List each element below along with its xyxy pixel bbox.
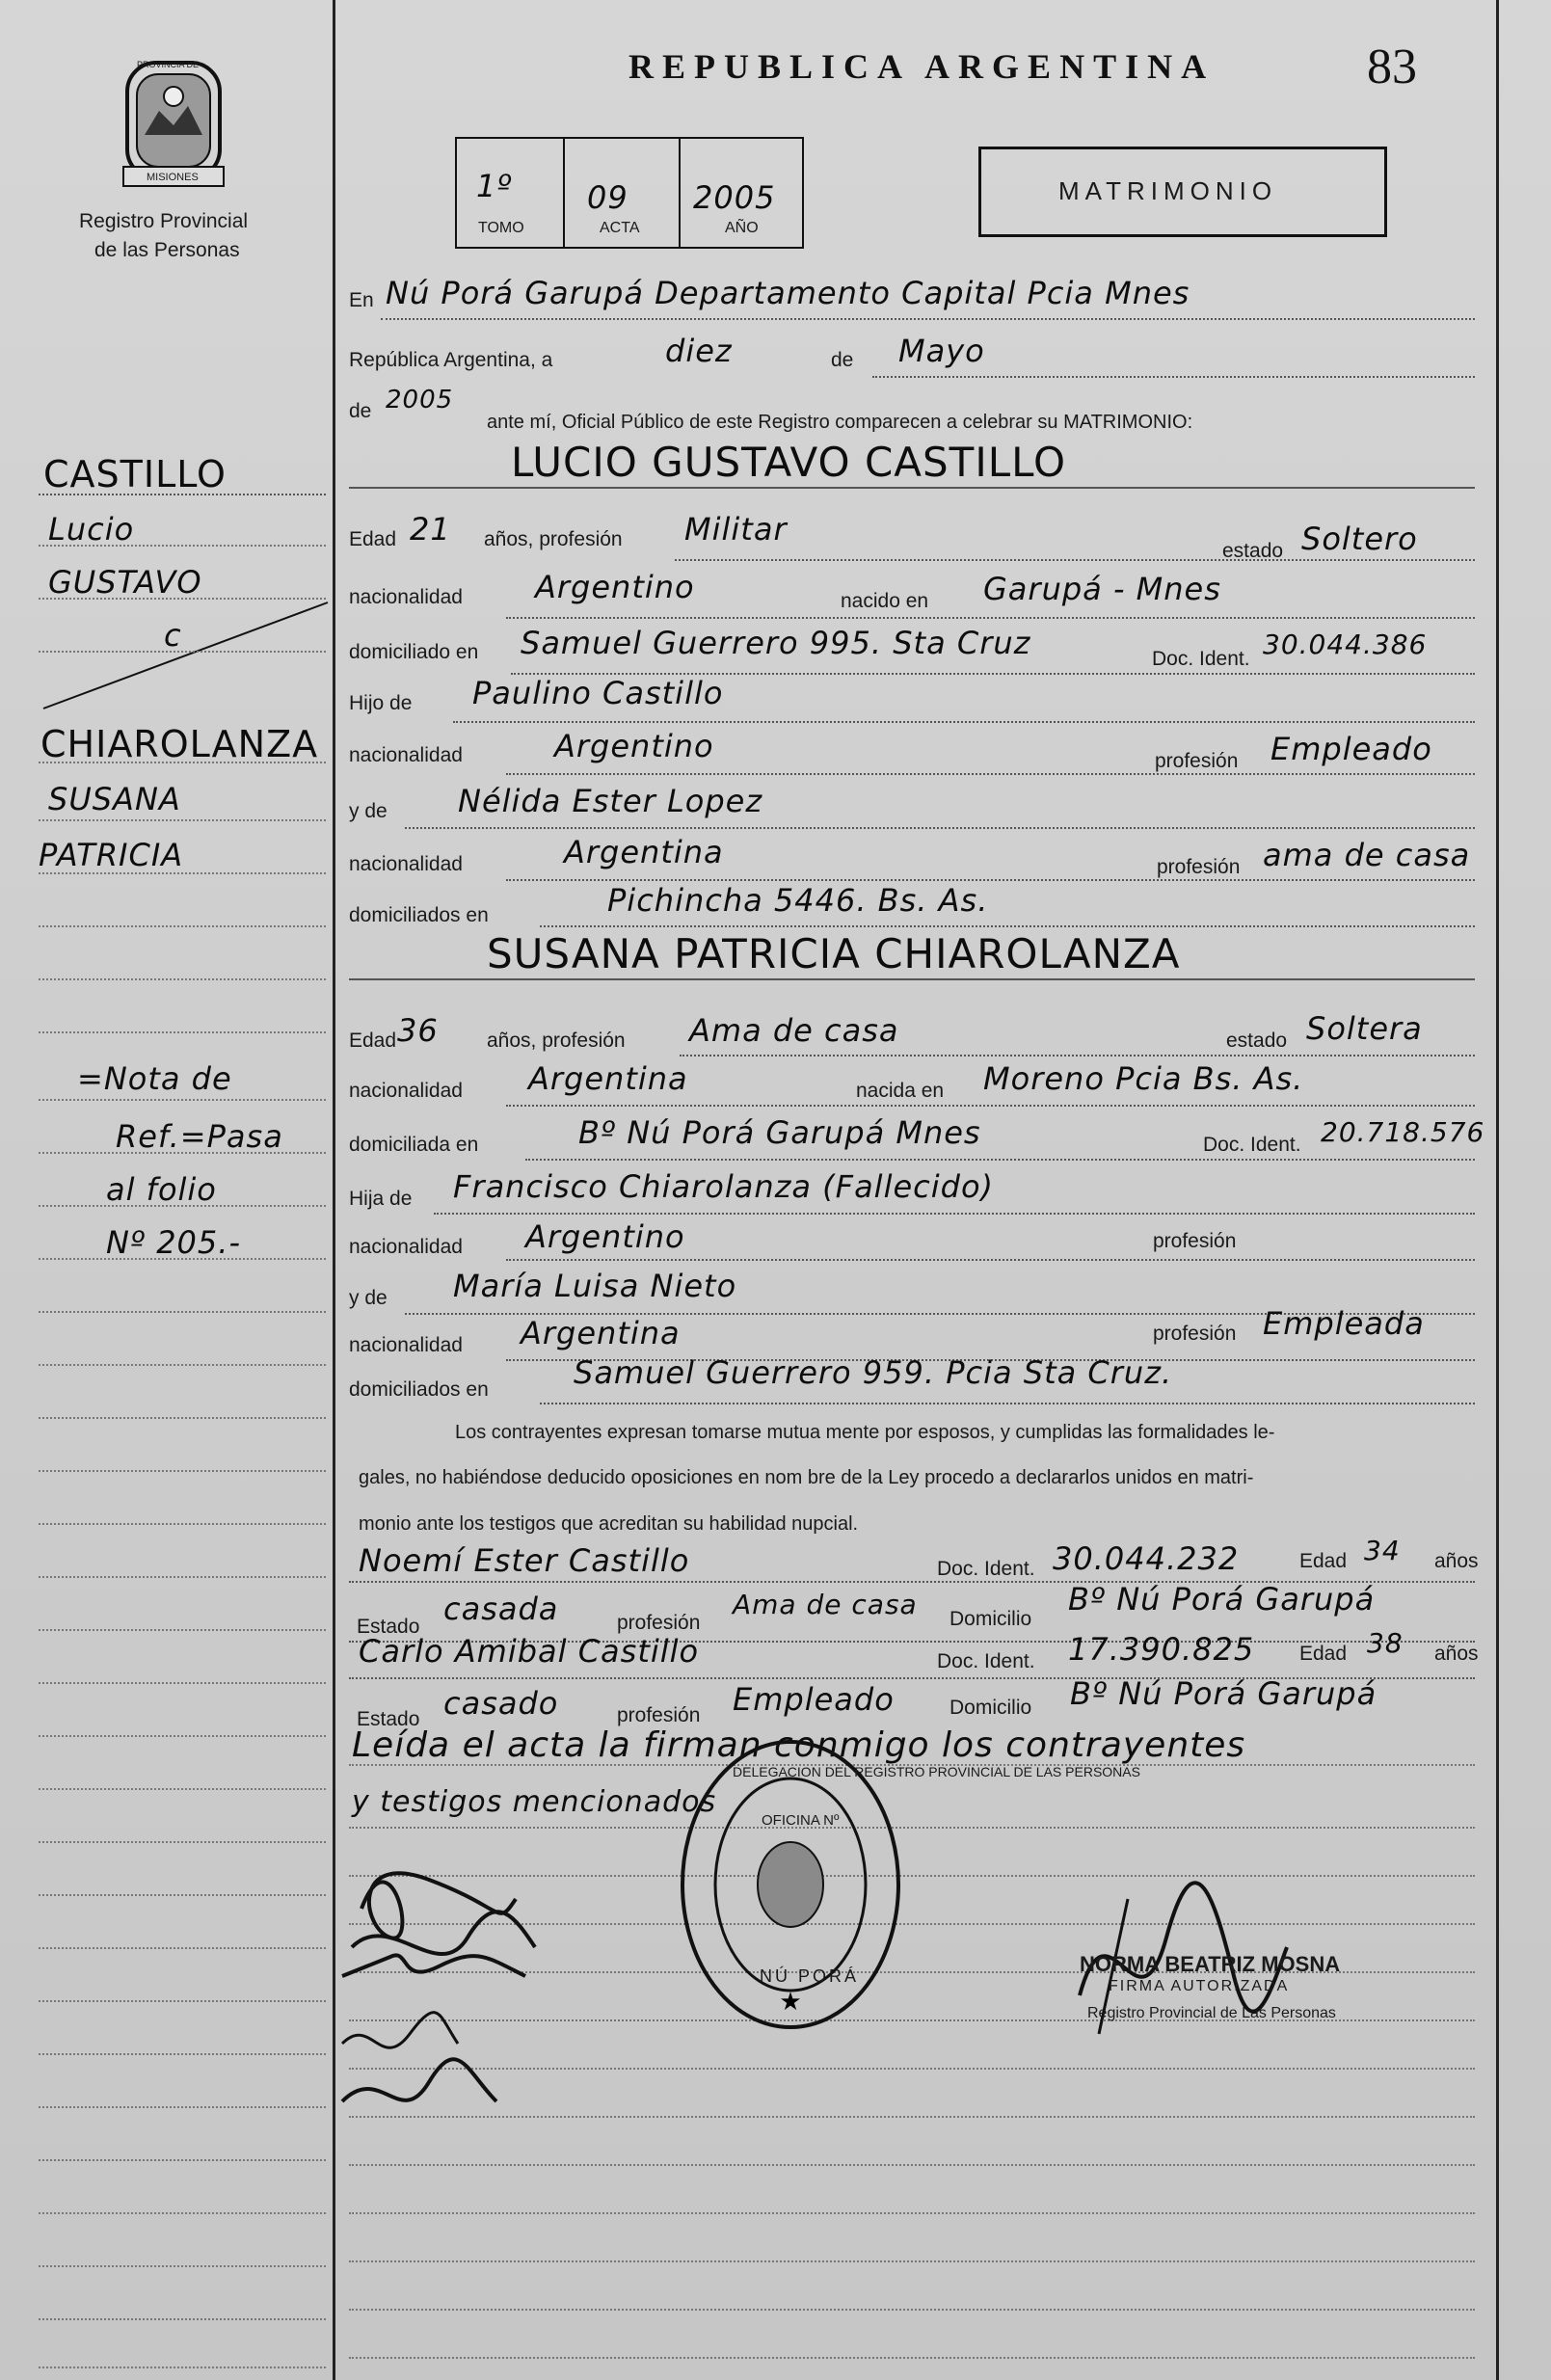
- witness2-address: Bº Nú Porá Garupá: [1070, 1675, 1377, 1712]
- groom-mother-prof-label: profesión: [1157, 856, 1241, 878]
- bride-mother: María Luisa Nieto: [453, 1268, 737, 1304]
- margin-note4: Nº 205.-: [106, 1224, 241, 1261]
- groom-yde-label: y de: [349, 800, 388, 822]
- witness1-profession: Ama de casa: [733, 1589, 918, 1620]
- groom-birthplace: Garupá - Mnes: [983, 571, 1221, 607]
- bride-edad-label: Edad: [349, 1030, 397, 1052]
- bride-nationality: Argentina: [528, 1060, 688, 1097]
- year-value: 2005: [386, 386, 454, 414]
- bride-dom-label: domiciliada en: [349, 1134, 479, 1156]
- groom-anios-label: años, profesión: [484, 528, 623, 550]
- bride-father-nac-label: nacionalidad: [349, 1236, 463, 1258]
- seal-bottom-text: MISIONES: [147, 172, 199, 183]
- margin-bride-name2: PATRICIA: [39, 837, 184, 873]
- bride-father: Francisco Chiarolanza (Fallecido): [453, 1168, 994, 1205]
- margin-groom-name2: GUSTAVO: [48, 564, 202, 601]
- witness2-estado: casado: [443, 1685, 559, 1722]
- bride-father-nationality: Argentino: [525, 1218, 685, 1255]
- groom-hijo-label: Hijo de: [349, 692, 413, 714]
- witness1-prof-label: profesión: [617, 1612, 701, 1634]
- month-value: Mayo: [898, 333, 985, 369]
- bride-address: Bº Nú Porá Garupá Mnes: [578, 1114, 981, 1151]
- acta-label: ACTA: [600, 220, 640, 236]
- intro-text: ante mí, Oficial Público de este Registro comparecen a celebrar su MATRIMONIO:: [487, 412, 1193, 433]
- groom-parents-address: Pichincha 5446. Bs. As.: [607, 882, 989, 919]
- bride-anios-label: años, profesión: [487, 1030, 626, 1052]
- declaration-line1: Los contrayentes expresan tomarse mutua mente por esposos, y cumplidas las formalidades le-: [455, 1422, 1275, 1443]
- stamp-inner-top: OFICINA Nº: [762, 1812, 840, 1829]
- stamp-ring-text: DELEGACION DEL REGISTRO PROVINCIAL DE LAS PERSONAS: [733, 1764, 1140, 1779]
- right-border: [1496, 0, 1499, 2380]
- bride-nac-label: nacionalidad: [349, 1080, 463, 1102]
- margin-groom-name1: Lucio: [48, 511, 135, 548]
- bride-parents-dom-label: domiciliados en: [349, 1378, 489, 1401]
- groom-father-nac-label: nacionalidad: [349, 744, 463, 766]
- groom-estado: Soltero: [1301, 521, 1418, 557]
- witness2-age: 38: [1367, 1627, 1404, 1659]
- acta-value: 09: [587, 179, 628, 216]
- groom-estado-label: estado: [1222, 540, 1284, 562]
- bride-mother-profession: Empleada: [1263, 1305, 1425, 1342]
- witness1-age: 34: [1364, 1535, 1401, 1566]
- anio-label: AÑO: [725, 220, 759, 236]
- official-office: Registro Provincial de Las Personas: [1087, 2005, 1336, 2021]
- witness2-profession: Empleado: [733, 1681, 895, 1718]
- witness2-edad-label: Edad: [1299, 1643, 1348, 1665]
- groom-mother-profession: ama de casa: [1263, 837, 1471, 873]
- witness1-doc: 30.044.232: [1053, 1540, 1240, 1577]
- witness1-name: Noemí Ester Castillo: [359, 1542, 690, 1579]
- groom-mother: Nélida Ester Lopez: [458, 783, 763, 819]
- witness2-dom-label: Domicilio: [949, 1697, 1032, 1719]
- groom-nac-label: nacionalidad: [349, 586, 463, 608]
- bride-profession: Ama de casa: [689, 1012, 899, 1049]
- official-name: NORMA BEATRIZ MOSNA: [1080, 1952, 1341, 1976]
- groom-nacido-label: nacido en: [841, 590, 929, 612]
- bride-mother-nationality: Argentina: [521, 1315, 681, 1351]
- margin-note2: Ref.=Pasa: [116, 1118, 283, 1155]
- groom-doc: 30.044.386: [1263, 628, 1428, 660]
- act-type-box: [978, 147, 1387, 237]
- witness1-anios-label: años: [1434, 1550, 1479, 1572]
- groom-address: Samuel Guerrero 995. Sta Cruz: [521, 625, 1031, 661]
- declaration-line3: monio ante los testigos que acreditan su habilidad nupcial.: [359, 1513, 859, 1535]
- bride-mother-nac-label: nacionalidad: [349, 1334, 463, 1356]
- witness1-estado: casada: [443, 1591, 559, 1627]
- groom-parents-dom-label: domiciliados en: [349, 904, 489, 926]
- bride-father-prof-label: profesión: [1153, 1230, 1237, 1252]
- bride-parents-address: Samuel Guerrero 959. Pcia Sta Cruz.: [574, 1354, 1173, 1391]
- groom-edad-label: Edad: [349, 528, 397, 550]
- rep-label: República Argentina, a: [349, 349, 553, 371]
- seal-top-text: PROVINCIA DE: [137, 60, 200, 69]
- svg-text:★: ★: [779, 1987, 802, 2016]
- bride-mother-prof-label: profesión: [1153, 1323, 1237, 1345]
- page-number: 83: [1367, 40, 1417, 94]
- margin-note3: al folio: [106, 1171, 217, 1208]
- margin-groom-surname: CASTILLO: [43, 453, 227, 495]
- registry-line2: de las Personas: [94, 239, 240, 261]
- witness2-prof-label: profesión: [617, 1704, 701, 1726]
- bride-estado: Soltera: [1306, 1010, 1423, 1047]
- margin-bride-surname: CHIAROLANZA: [40, 723, 319, 765]
- bride-doc-label: Doc. Ident.: [1203, 1134, 1301, 1156]
- witness2-name: Carlo Amibal Castillo: [359, 1633, 700, 1670]
- witness1-estado-label: Estado: [357, 1616, 420, 1638]
- groom-father: Paulino Castillo: [472, 675, 724, 711]
- record-table: [455, 137, 804, 249]
- witness2-doc: 17.390.825: [1068, 1631, 1255, 1668]
- day-value: diez: [665, 333, 733, 369]
- margin-conj: c: [164, 617, 182, 654]
- groom-nationality: Argentino: [535, 569, 695, 605]
- groom-father-nationality: Argentino: [554, 728, 714, 764]
- declaration-line2: gales, no habiéndose deducido oposiciones en nom bre de la Ley procedo a declararlos unidos en matri-: [359, 1467, 1254, 1488]
- groom-doc-label: Doc. Ident.: [1152, 648, 1250, 670]
- witness2-estado-label: Estado: [357, 1708, 420, 1730]
- groom-mother-nationality: Argentina: [564, 834, 724, 870]
- bride-age: 36: [397, 1012, 439, 1049]
- witness1-edad-label: Edad: [1299, 1550, 1348, 1572]
- groom-profession: Militar: [684, 511, 788, 548]
- registry-line1: Registro Provincial: [79, 210, 249, 232]
- stamp-bottom: NÚ PORÁ: [760, 1966, 860, 1986]
- act-type: MATRIMONIO: [1058, 176, 1278, 205]
- year-prefix: de: [349, 400, 372, 422]
- bride-full-name: SUSANA PATRICIA CHIAROLANZA: [487, 930, 1181, 977]
- bride-yde-label: y de: [349, 1287, 388, 1309]
- witness1-dom-label: Domicilio: [949, 1608, 1032, 1630]
- groom-father-prof-label: profesión: [1155, 750, 1239, 772]
- margin-bride-name1: SUSANA: [48, 781, 181, 817]
- bride-hija-label: Hija de: [349, 1188, 413, 1210]
- tomo-label: TOMO: [478, 220, 524, 236]
- groom-age: 21: [410, 511, 451, 548]
- en-label: En: [349, 289, 374, 311]
- bride-birthplace: Moreno Pcia Bs. As.: [983, 1060, 1304, 1097]
- groom-dom-label: domiciliado en: [349, 641, 479, 663]
- anio-value: 2005: [693, 179, 776, 216]
- witness1-address: Bº Nú Porá Garupá: [1068, 1581, 1376, 1618]
- closing-line2: y testigos mencionados: [352, 1785, 717, 1819]
- groom-mother-nac-label: nacionalidad: [349, 853, 463, 875]
- groom-father-profession: Empleado: [1270, 731, 1432, 767]
- margin-note1: =Nota de: [77, 1060, 232, 1097]
- witness2-doc-label: Doc. Ident.: [937, 1650, 1035, 1672]
- country-heading: REPUBLICA ARGENTINA: [628, 47, 1216, 86]
- margin-strike: [39, 598, 333, 713]
- bride-nacida-label: nacida en: [856, 1080, 945, 1102]
- bride-estado-label: estado: [1226, 1030, 1288, 1052]
- groom-full-name: LUCIO GUSTAVO CASTILLO: [511, 439, 1067, 486]
- tomo-value: 1º: [476, 168, 513, 204]
- witness1-doc-label: Doc. Ident.: [937, 1558, 1035, 1580]
- contracting-signatures-icon: [333, 1793, 554, 2150]
- place-value: Nú Porá Garupá Departamento Capital Pcia Mnes: [386, 275, 1190, 311]
- closing-line1: Leída el acta la firman conmigo los contrayentes: [352, 1725, 1246, 1765]
- witness2-anios-label: años: [1434, 1643, 1479, 1665]
- bride-doc: 20.718.576: [1321, 1116, 1485, 1148]
- official-title: FIRMA AUTORIZADA: [1109, 1978, 1290, 1994]
- de-label: de: [831, 349, 854, 371]
